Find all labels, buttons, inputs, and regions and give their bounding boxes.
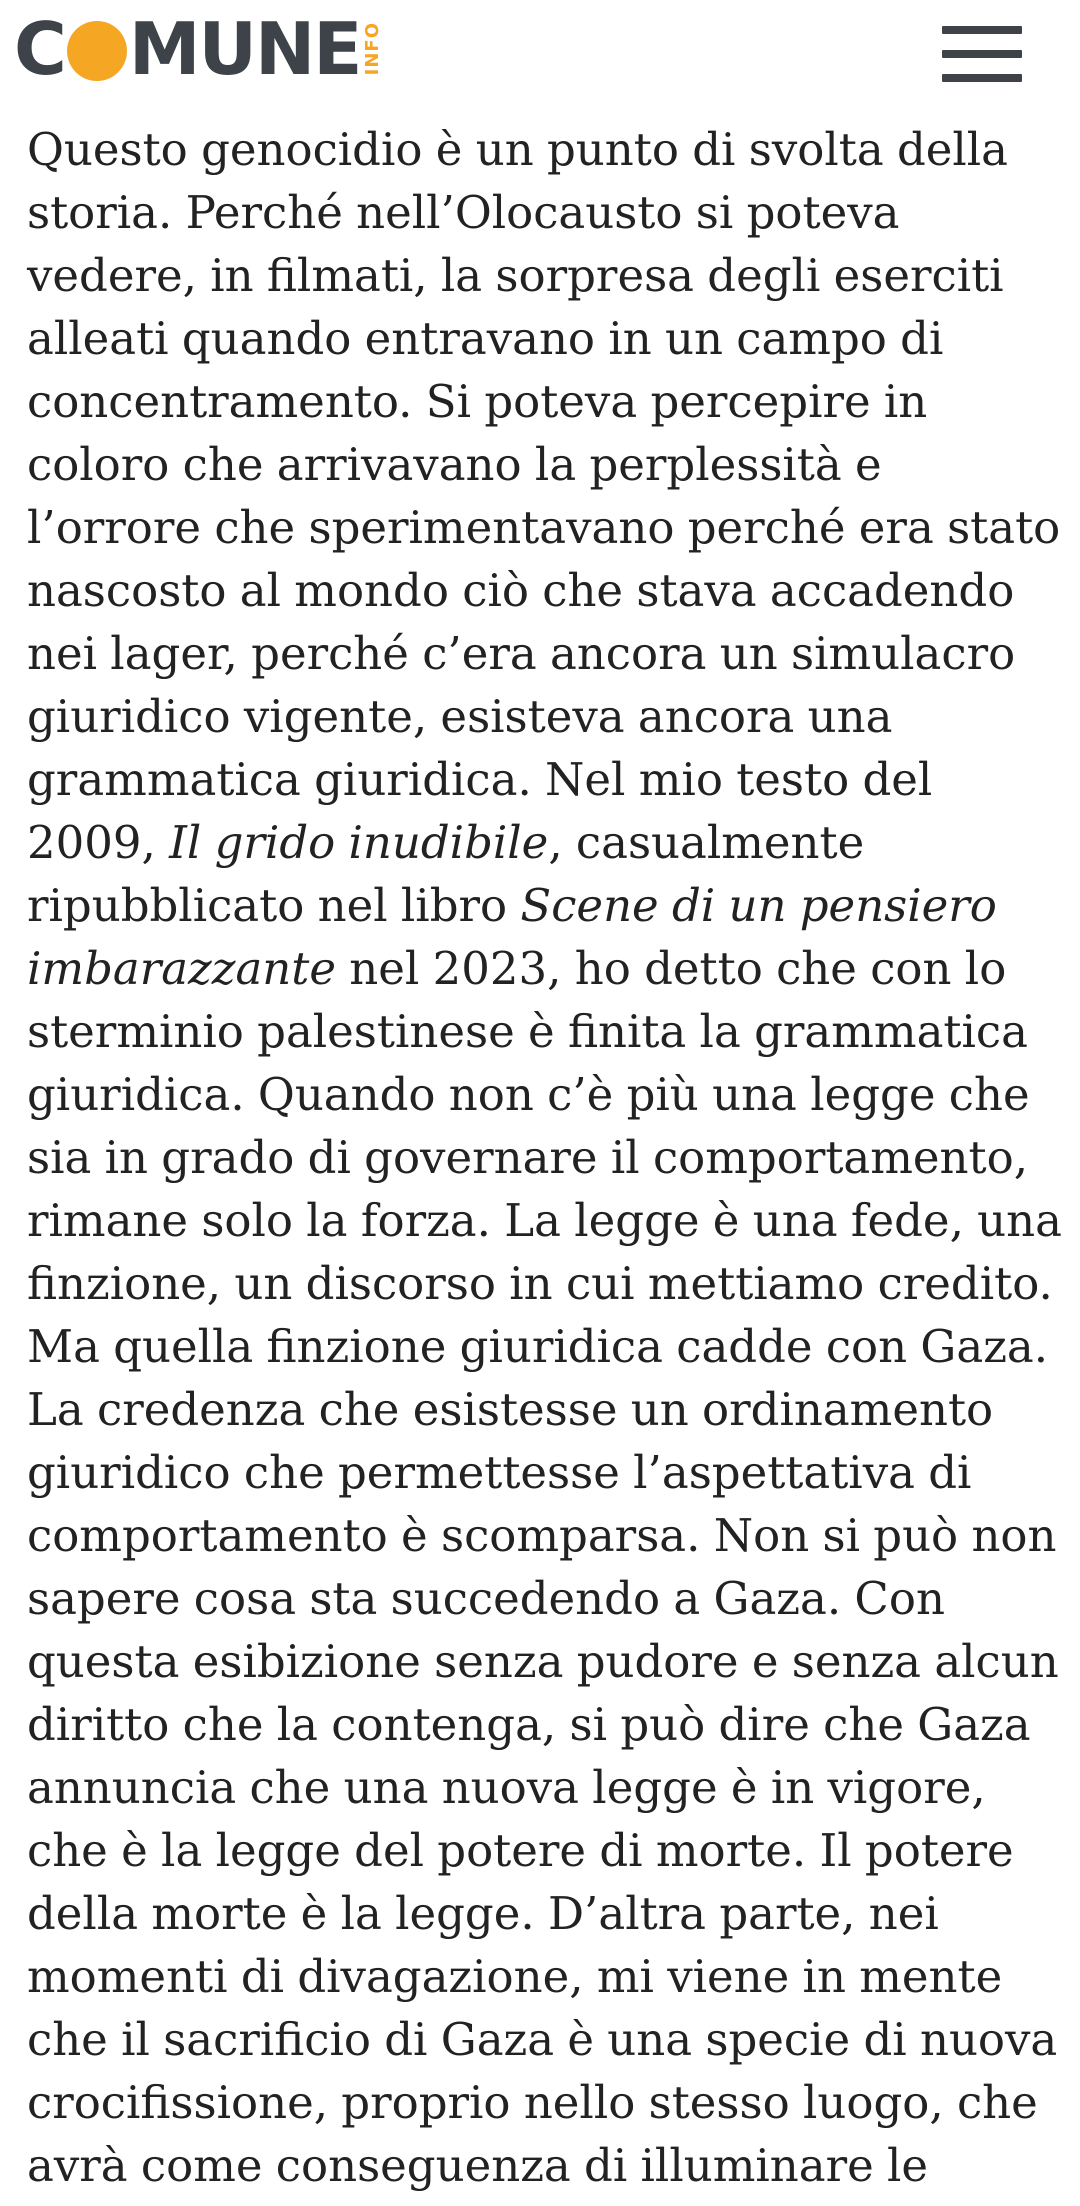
logo-word-right: MUNE: [128, 7, 361, 91]
menu-bar-bottom: [942, 74, 1022, 82]
book-title-scene: Scene di un pensiero imbarazzante: [27, 879, 997, 995]
article-paragraph: [27, 118, 1067, 2197]
paragraph-text-1: Questo genocidio è un punto di svolta della storia. Perché nell’Olocausto si poteva vedere, in filmati, la sorpresa degli eserciti alleati quando entravano in un campo di concentramento. Si poteva percepire in coloro che arrivavano la perplessità e l’orrore che sperimentavano perché era stato nascosto al mondo ciò che stava accadendo nei lager, perché c’era ancora un simulacro giuridico vigente, esisteva ancora una grammatica giuridica. Nel mio testo del 2009,: [27, 123, 1061, 869]
paragraph-text-2: , casualmente ripubblicato nel libro: [27, 816, 865, 932]
logo-word-left: C: [14, 7, 65, 91]
site-logo[interactable]: [14, 7, 384, 91]
logo-sun-icon: [67, 21, 127, 81]
article-body: [27, 118, 1067, 2197]
menu-bar-top: [942, 26, 1022, 34]
logo-suffix: INFO: [362, 22, 384, 76]
site-header: [0, 0, 1080, 110]
paragraph-text-3: nel 2023, ho detto che con lo sterminio palestinese è finita la grammatica giuridica. Quando non c’è più una legge che sia in grado di governare il comportamento, rimane solo la forza. La legge è una fede, una finzione, un discorso in cui mettiamo credito. Ma quella finzione giuridica cadde con Gaza. La credenza che esistesse un ordinamento giuridico che permettesse l’aspettativa di comportamento è scomparsa. Non si può non sapere cosa sta succedendo a Gaza. Con questa esibizione senza pudore e senza alcun diritto che la contenga, si può dire che Gaza annuncia che una nuova legge è in vigore, che è la legge del potere di morte. Il potere della morte è la legge. D’altra parte, nei momenti di divagazione, mi viene in mente che il sacrificio di Gaza è una specie di nuova crocifissione, proprio nello stesso luogo, che avrà come conseguenza di illuminare le: [27, 942, 1062, 2192]
book-title-grido: Il grido inudibile: [169, 816, 549, 869]
menu-bar-middle: [942, 50, 1022, 58]
hamburger-menu-icon[interactable]: [942, 26, 1022, 84]
